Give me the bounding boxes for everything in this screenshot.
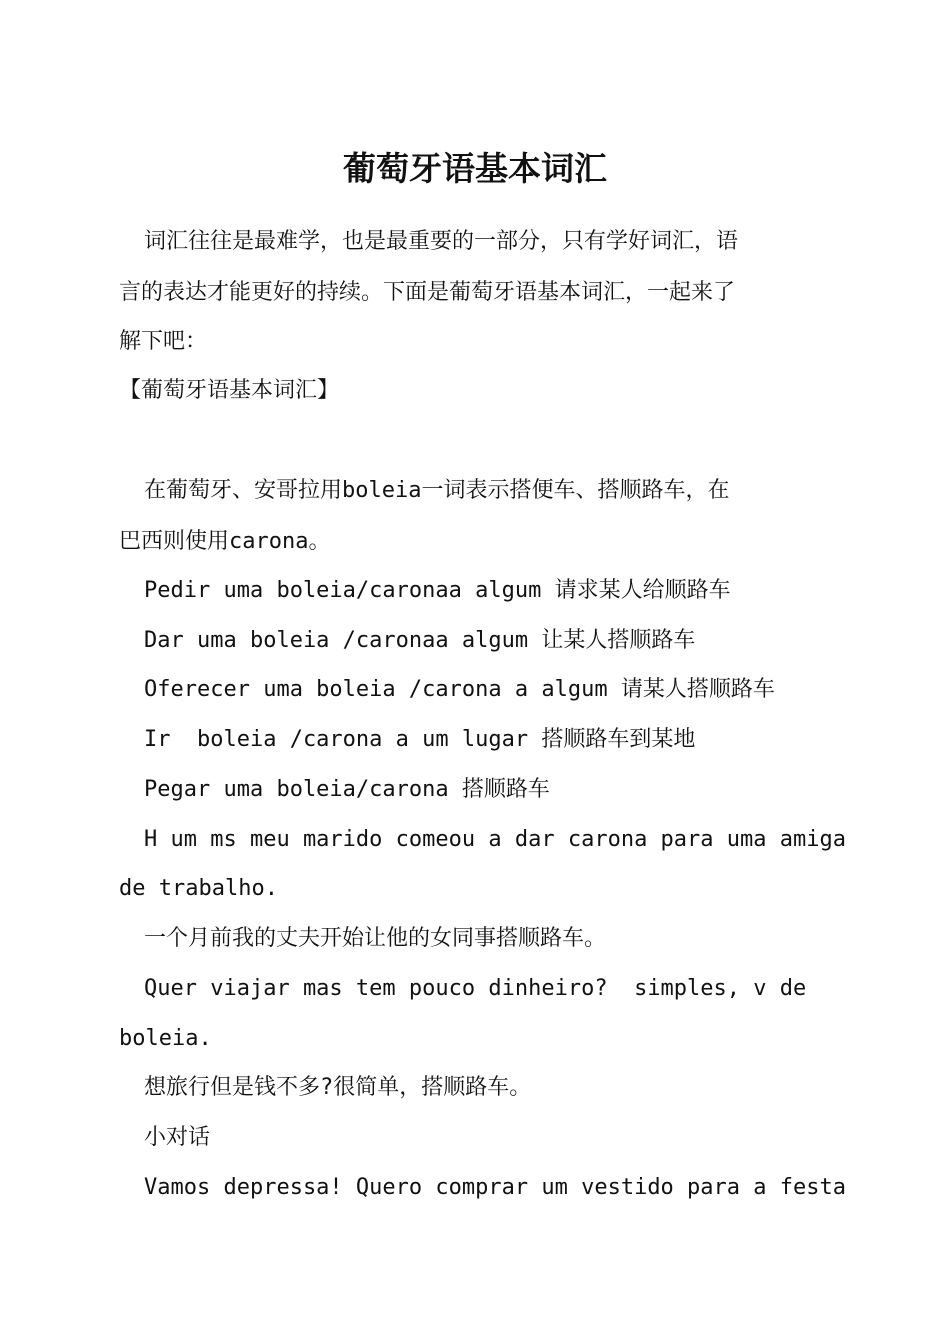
document-title: 葡萄牙语基本词汇 xyxy=(343,149,607,188)
phrase-line: Dar uma boleia /caronaa algum 让某人搭顺路车 xyxy=(144,628,696,653)
example-line: boleia. xyxy=(119,1026,212,1051)
intro-line-2: 言的表达才能更好的持续。下面是葡萄牙语基本词汇，一起来了 xyxy=(119,280,736,305)
example-line: de trabalho. xyxy=(119,876,278,901)
dialogue-line: Vamos depressa! Quero comprar um vestido para a festa xyxy=(144,1175,846,1200)
phrase-line: Pedir uma boleia/caronaa algum 请求某人给顺路车 xyxy=(144,578,731,603)
translation-line: 想旅行但是钱不多?很简单，搭顺路车。 xyxy=(144,1075,532,1100)
paragraph-line: 在葡萄牙、安哥拉用boleia一词表示搭便车、搭顺路车，在 xyxy=(144,478,730,503)
intro-line-1: 词汇往往是最难学，也是最重要的一部分，只有学好词汇，语 xyxy=(144,229,739,254)
phrase-line: Pegar uma boleia/carona 搭顺路车 xyxy=(144,777,550,802)
phrase-line: Oferecer uma boleia /carona a algum 请某人搭顺路车 xyxy=(144,677,775,702)
intro-line-3: 解下吧： xyxy=(119,329,208,354)
phrase-line: Ir boleia /carona a um lugar 搭顺路车到某地 xyxy=(144,727,696,752)
example-line: H um ms meu marido comeou a dar carona para uma amiga xyxy=(144,827,846,852)
subheading-line: 小对话 xyxy=(144,1125,211,1150)
example-line: Quer viajar mas tem pouco dinheiro? simples, v de xyxy=(144,976,807,1001)
section-heading: 【葡萄牙语基本词汇】 xyxy=(119,378,340,403)
translation-line: 一个月前我的丈夫开始让他的女同事搭顺路车。 xyxy=(144,926,607,951)
paragraph-line: 巴西则使用carona。 xyxy=(119,529,331,554)
